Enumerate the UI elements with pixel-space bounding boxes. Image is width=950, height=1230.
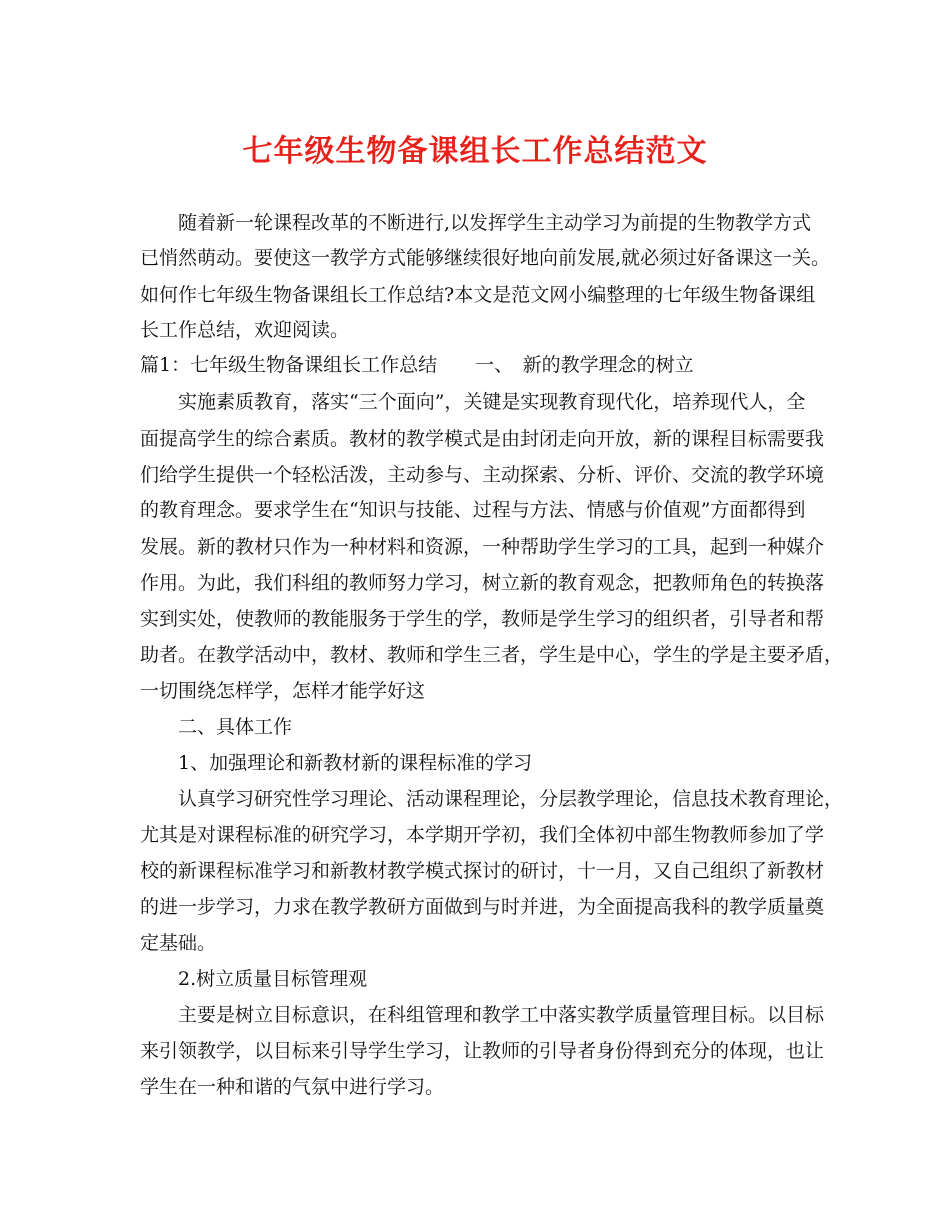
item1-line-2: 尤其是对课程标准的研究学习，本学期开学初，我们全体初中部生物教师参加了学	[140, 824, 825, 846]
item2-line-2: 来引领教学，以目标来引导学生学习，让教师的引导者身份得到充分的体现，也让	[140, 1040, 825, 1062]
section1-line-2: 面提高学生的综合素质。教材的教学模式是由封闭走向开放，新的课程目标需要我	[140, 428, 825, 450]
item2-line-3: 学生在一种和谐的气氛中进行学习。	[140, 1076, 445, 1098]
item1-line-4: 的进一步学习，力求在教学教研方面做到与时并进，为全面提高我科的教学质量奠	[140, 896, 825, 918]
section1-line-7: 实到实处，使教师的教能服务于学生的学，教师是学生学习的组织者，引导者和帮	[140, 608, 825, 630]
section1-line-1: 实施素质教育，落实“三个面向”，关键是实现教育现代化，培养现代人，全	[178, 391, 806, 413]
chapter-heading: 篇1：七年级生物备课组长工作总结 一、 新的教学理念的树立	[140, 354, 694, 376]
section1-line-9: 一切围绕怎样学，怎样才能学好这	[140, 680, 426, 702]
section2-heading: 二、具体工作	[178, 716, 293, 738]
intro-line-1: 随着新一轮课程改革的不断进行,以发挥学生主动学习为前提的生物教学方式	[178, 212, 812, 234]
item1-line-1: 认真学习研究性学习理论、活动课程理论，分层教学理论，信息技术教育理论，	[178, 788, 844, 810]
section1-line-8: 助者。在教学活动中，教材、教师和学生三者，学生是中心，学生的学是主要矛盾，	[140, 644, 844, 666]
document-title: 七年级生物备课组长工作总结范文	[242, 134, 708, 169]
intro-line-2: 已悄然萌动。要使这一教学方式能够继续很好地向前发展,就必须过好备课这一关。	[140, 247, 831, 269]
item2-line-1: 主要是树立目标意识，在科组管理和教学工中落实教学质量管理目标。以目标	[178, 1004, 825, 1026]
item1-line-5: 定基础。	[140, 932, 217, 954]
section1-line-5: 发展。新的教材只作为一种材料和资源，一种帮助学生学习的工具，起到一种媒介	[140, 536, 825, 558]
item1-line-3: 校的新课程标准学习和新教材教学模式探讨的研讨，十一月，又自己组织了新教材	[140, 860, 825, 882]
item2-heading: 2.树立质量目标管理观	[178, 968, 368, 990]
item1-heading: 1、加强理论和新教材新的课程标准的学习	[178, 752, 533, 774]
section1-line-4: 的教育理念。要求学生在“知识与技能、过程与方法、情感与价值观”方面都得到	[140, 499, 806, 521]
section1-line-6: 作用。为此，我们科组的教师努力学习，树立新的教育观念，把教师角色的转换落	[140, 572, 825, 594]
section1-line-3: 们给学生提供一个轻松活泼，主动参与、主动探索、分析、评价、交流的教学环境	[140, 464, 825, 486]
intro-line-4: 长工作总结，欢迎阅读。	[140, 319, 350, 341]
intro-line-3: 如何作七年级生物备课组长工作总结?本文是范文网小编整理的七年级生物备课组	[140, 284, 816, 306]
